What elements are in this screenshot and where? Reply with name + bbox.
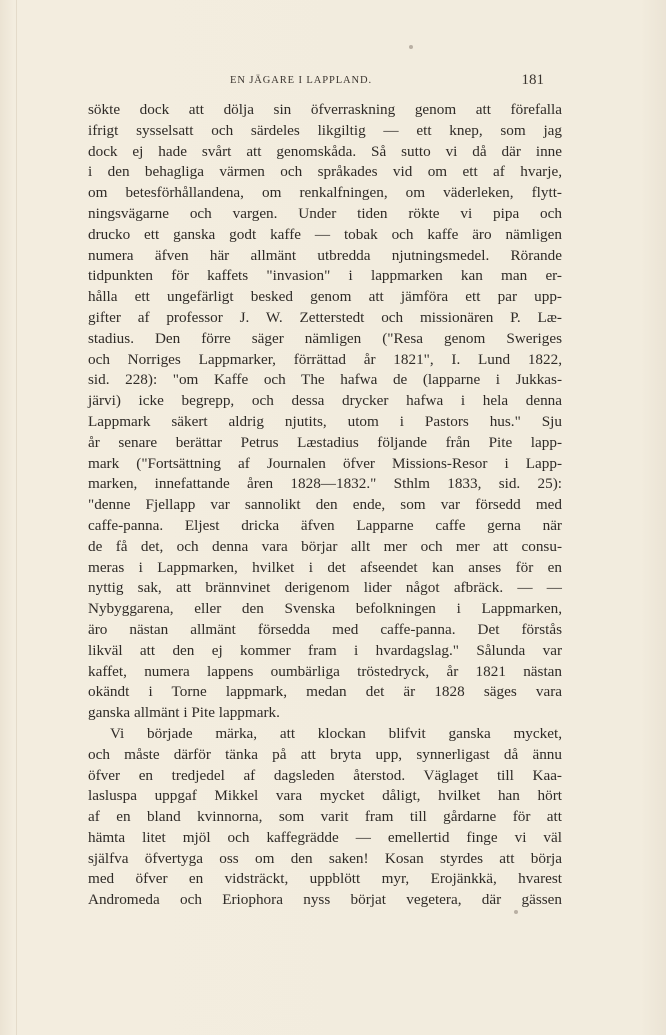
text-line: "denne Fjellapp var sannolikt den ende, som var försedd med bbox=[88, 496, 562, 514]
text-line: gifter af professor J. W. Zetterstedt och missionären P. Læ- bbox=[88, 308, 562, 326]
text-line: numera äfven här allmänt utbredda njutningsmedel. Rörande bbox=[88, 246, 562, 264]
text-line: nyttig sak, att brännvinet derigenom lider något afbräck. — — bbox=[88, 579, 562, 597]
body-text bbox=[88, 100, 562, 911]
text-line: meras i Lappmarken, hvilket i det afseendet kan anses för en bbox=[88, 558, 562, 576]
text-line: af en bland kvinnorna, som varit fram till gårdarne för att bbox=[88, 808, 562, 826]
text-line: okändt i Torne lappmark, medan det är 1828 säges vara bbox=[88, 683, 562, 701]
text-line: marken, innefattande åren 1828—1832." Sthlm 1833, sid. 25): bbox=[88, 475, 562, 493]
text-line: lasluspa uppgaf Mikkel vara mycket dåligt, hvilket han hört bbox=[88, 787, 562, 805]
text-line: Vi började märka, att klockan blifvit ganska mycket, bbox=[110, 724, 562, 742]
page-header bbox=[88, 72, 544, 92]
text-line: öfver en tredjedel af dagsleden återstod. Väglaget till Kaa- bbox=[88, 766, 562, 784]
running-head: EN JÄGARE I LAPPLAND. bbox=[230, 75, 372, 86]
text-line: ifrigt sysselsatt och särdeles likgiltig — ett knep, som jag bbox=[88, 121, 562, 139]
text-line: om betesförhållandena, om renkalfningen, om väderleken, flytt- bbox=[88, 184, 562, 202]
ink-speck bbox=[409, 45, 413, 49]
text-line: hämta litet mjöl och kaffegrädde — emellertid finge vi väl bbox=[88, 828, 562, 846]
text-line: äro nästan allmänt försedda med caffe-panna. Det förstås bbox=[88, 620, 562, 638]
text-line: de få det, och denna vara börjar allt mer och mer att consu- bbox=[88, 537, 562, 555]
text-line: sid. 228): "om Kaffe och The hafwa de (lapparne i Jukkas- bbox=[88, 371, 562, 389]
text-line: själfva öfvertyga oss om den saken! Kosan styrdes att börja bbox=[88, 849, 562, 867]
text-line: tidpunkten för kaffets "invasion" i lappmarken kan man er- bbox=[88, 267, 562, 285]
text-line: med öfver en vidsträckt, uppblött myr, Erojänkkä, hvarest bbox=[88, 870, 562, 888]
text-line: järvi) icke begrepp, och dessa drycker hafwa i hela denna bbox=[88, 392, 562, 410]
text-line: drucko ett ganska godt kaffe — tobak och kaffe äro nämligen bbox=[88, 225, 562, 243]
text-line: likväl att den ej kommer fram i hvardagslag." Sålunda var bbox=[88, 641, 562, 659]
text-line: ganska allmänt i Pite lappmark. bbox=[88, 704, 280, 722]
text-line: i den behagliga värmen och språkades vid om ett af hvarje, bbox=[88, 163, 562, 181]
text-line: Lappmark säkert aldrig njutits, utom i Pastors hus." Sju bbox=[88, 412, 562, 430]
page-edge-shadow bbox=[16, 0, 17, 1035]
text-line: stadius. Den förre säger nämligen ("Resa genom Sweriges bbox=[88, 329, 562, 347]
text-line: Andromeda och Eriophora nyss börjat vegetera, där gässen bbox=[88, 891, 562, 909]
text-line: mark ("Fortsättning af Journalen öfver Missions-Resor i Lapp- bbox=[88, 454, 562, 472]
page-number: 181 bbox=[521, 72, 544, 88]
text-line: år senare berättar Petrus Læstadius följande från Pite lapp- bbox=[88, 433, 562, 451]
text-line: dock ej hade svårt att genomskåda. Så sutto vi då där inne bbox=[88, 142, 562, 160]
text-line: hålla ett ungefärligt besked genom att jämföra ett par upp- bbox=[88, 288, 562, 306]
text-line: sökte dock att dölja sin öfverraskning genom att förefalla bbox=[88, 101, 562, 118]
text-line: ningsvägarne och vargen. Under tiden rökte vi pipa och bbox=[88, 204, 562, 222]
ink-speck bbox=[514, 910, 518, 914]
text-line: och måste därför tänka på att bryta upp, synnerligast då ännu bbox=[88, 745, 562, 763]
text-line: caffe-panna. Eljest dricka äfven Lapparne caffe gerna när bbox=[88, 516, 562, 534]
text-line: kaffet, numera lappens oumbärliga tröstedryck, år 1821 nästan bbox=[88, 662, 562, 680]
text-line: och Norriges Lappmarker, förrättad år 1821", I. Lund 1822, bbox=[88, 350, 562, 368]
text-line: Nybyggarena, eller den Svenska befolkningen i Lappmarken, bbox=[88, 600, 562, 618]
